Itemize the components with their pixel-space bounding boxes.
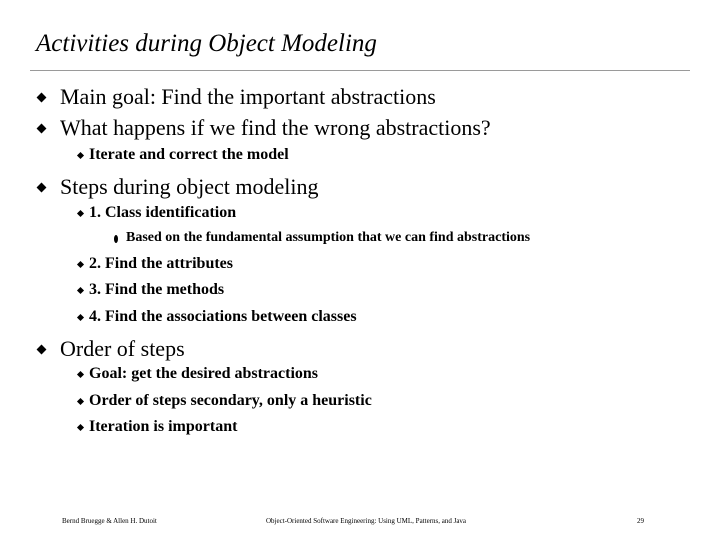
footer-authors: Bernd Bruegge & Allen H. Dutoit (62, 517, 157, 525)
bullet-steps: Steps during object modeling (60, 174, 319, 199)
bullet-order-secondary: Order of steps secondary, only a heuristic (89, 392, 372, 409)
bullet-iteration: Iteration is important (89, 418, 238, 435)
bullet-wrong-abstractions: What happens if we find the wrong abstractions? (60, 115, 491, 140)
small-diamond-bullet-icon (77, 424, 84, 431)
bullet-iterate: Iterate and correct the model (89, 146, 289, 163)
bullet-methods: 3. Find the methods (89, 281, 225, 298)
oval-bullet-icon (114, 235, 118, 243)
diamond-bullet-icon (37, 183, 47, 193)
footer-page-number: 29 (637, 517, 644, 525)
diamond-bullet-icon (37, 93, 47, 103)
small-diamond-bullet-icon (77, 314, 84, 321)
bullet-associations: 4. Find the associations between classes (89, 308, 357, 325)
title-divider (30, 70, 690, 71)
diamond-bullet-icon (37, 345, 47, 355)
small-diamond-bullet-icon (77, 210, 84, 217)
small-diamond-bullet-icon (77, 152, 84, 159)
small-diamond-bullet-icon (77, 287, 84, 294)
bullet-assumption: Based on the fundamental assumption that we can find abstractions (126, 230, 531, 245)
footer-book-title: Object-Oriented Software Engineering: Using UML, Patterns, and Java (266, 517, 467, 525)
small-diamond-bullet-icon (77, 261, 84, 268)
diamond-bullet-icon (37, 124, 47, 134)
bullet-main-goal: Main goal: Find the important abstractions (60, 84, 436, 109)
bullet-goal: Goal: get the desired abstractions (89, 365, 319, 382)
small-diamond-bullet-icon (77, 398, 84, 405)
bullet-class-identification: 1. Class identification (89, 204, 237, 221)
bullet-attributes: 2. Find the attributes (89, 255, 233, 272)
slide-title: Activities during Object Modeling (36, 30, 377, 57)
bullet-order-of-steps: Order of steps (60, 336, 185, 361)
small-diamond-bullet-icon (77, 371, 84, 378)
